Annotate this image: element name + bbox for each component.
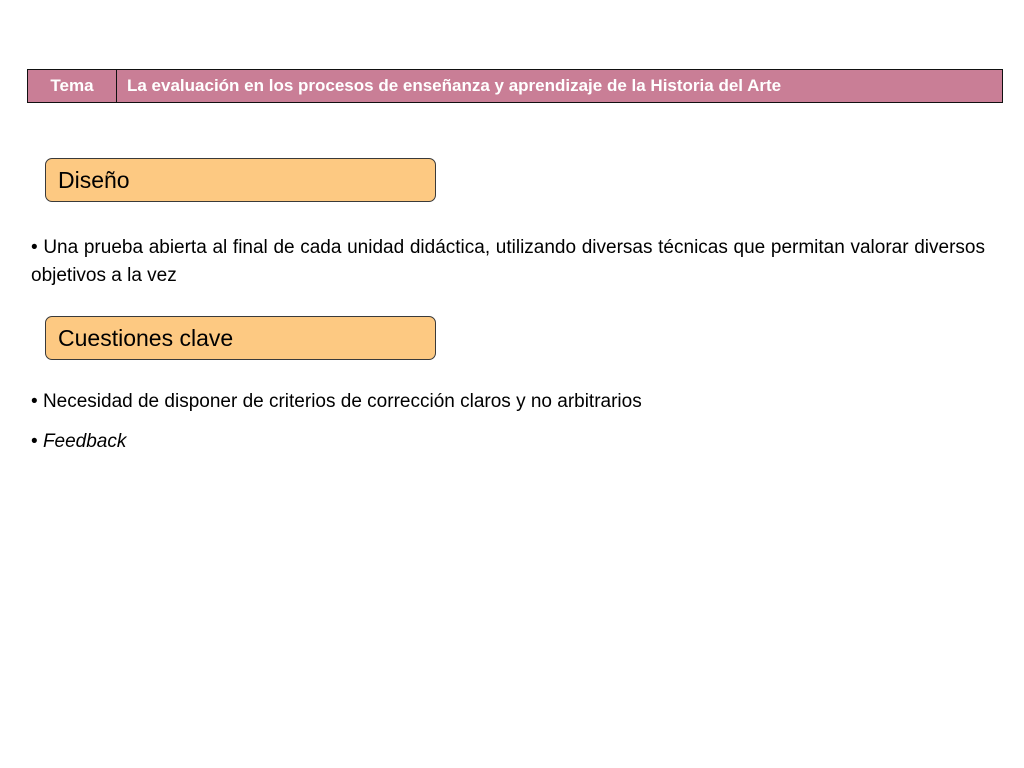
topic-title-cell: La evaluación en los procesos de enseñanza y aprendizaje de la Historia del Arte — [127, 76, 782, 95]
key-questions-section-heading: Cuestiones clave — [45, 316, 436, 360]
key-question-text: Feedback — [42, 431, 127, 452]
key-question-text: Necesidad de disponer de criterios de corrección claros y no arbitrarios — [42, 391, 642, 412]
design-bullet-item — [31, 234, 985, 290]
design-bullet-text: Una prueba abierta al final de cada unidad didáctica, utilizando diversas técnicas que permitan valorar diversos objetivos a la vez — [31, 237, 985, 286]
topic-label-cell: Tema — [28, 70, 117, 102]
key-question-item — [31, 428, 985, 456]
topic-header-table — [27, 69, 1003, 103]
bullet-marker: • — [31, 431, 38, 452]
key-question-item — [31, 388, 985, 416]
bullet-marker: • — [31, 391, 38, 412]
bullet-marker: • — [31, 237, 38, 258]
design-section-heading: Diseño — [45, 158, 436, 202]
